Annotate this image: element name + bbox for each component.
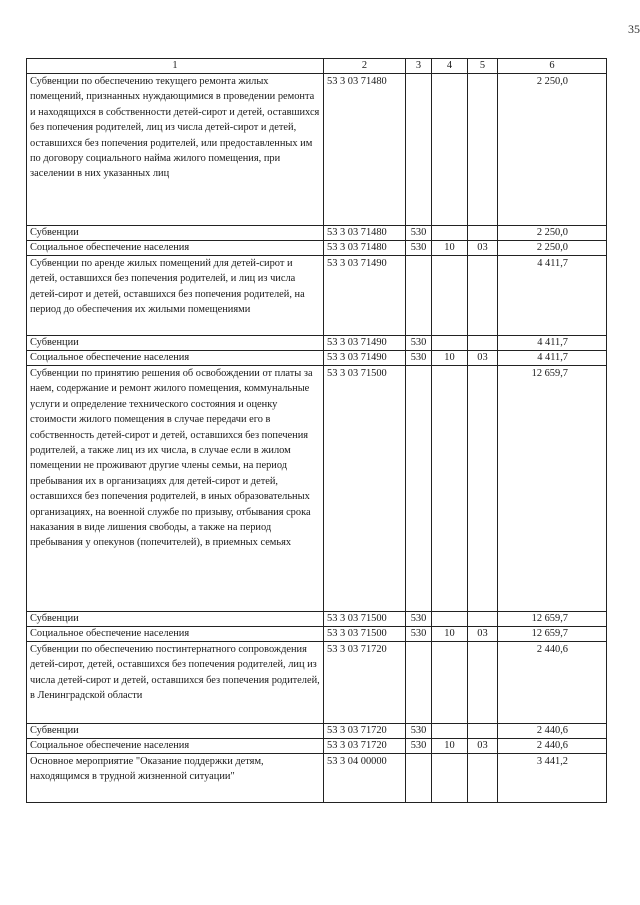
row-c3: 530	[406, 612, 432, 627]
row-name: Социальное обеспечение населения	[27, 627, 324, 642]
row-c3: 530	[406, 351, 432, 366]
page-number: 35	[628, 22, 640, 36]
table-row	[27, 241, 607, 256]
row-name: Основное мероприятие "Оказание поддержки детям, находящимся в трудной жизненной ситуации"	[27, 754, 324, 803]
row-c5: 03	[468, 739, 498, 754]
row-c5: 03	[468, 241, 498, 256]
row-sum: 4 411,7	[498, 351, 607, 366]
row-name: Субвенции по принятию решения об освобождении от платы за наем, содержание и ремонт жилого помещения, коммунальные услуги и определение технического состояния и оценку стоимости жилого помещения в случае передачи его в собственность детей-сирот и детей, оставшихся без попечения родителей, а также лиц из их числа, в случае если в жилом помещении не проживают другие члены семьи, на период пребывания их в организациях для детей-сирот и детей, оставшихся без попечения родителей, в иных образовательных организациях, на военной службе по призыву, отбывания срока наказания в виде лишения свободы, а также на период пребывания у опекунов (попечителей), в приемных семьях	[27, 366, 324, 612]
row-sum: 2 250,0	[498, 241, 607, 256]
row-c5	[468, 336, 498, 351]
row-sum: 2 440,6	[498, 739, 607, 754]
row-code: 53 3 03 71720	[324, 642, 406, 724]
table-row	[27, 739, 607, 754]
row-c4	[432, 612, 468, 627]
row-c5: 03	[468, 627, 498, 642]
row-c4	[432, 336, 468, 351]
row-code: 53 3 03 71500	[324, 366, 406, 612]
row-sum: 3 441,2	[498, 754, 607, 803]
row-c3: 530	[406, 336, 432, 351]
row-c5: 03	[468, 351, 498, 366]
row-c4	[432, 74, 468, 226]
table-row	[27, 226, 607, 241]
row-name: Социальное обеспечение населения	[27, 351, 324, 366]
row-c5	[468, 612, 498, 627]
header-cell: 4	[432, 59, 468, 74]
row-name: Субвенции	[27, 226, 324, 241]
header-cell: 1	[27, 59, 324, 74]
row-c5	[468, 366, 498, 612]
row-code: 53 3 03 71500	[324, 627, 406, 642]
table-row	[27, 724, 607, 739]
row-c3: 530	[406, 627, 432, 642]
row-name: Субвенции по обеспечению постинтернатного сопровождения детей-сирот, детей, оставшихся без попечения родителей, лиц из числа детей-сирот и детей, оставшихся без попечения родителей, в Ленинградской области	[27, 642, 324, 724]
row-c5	[468, 724, 498, 739]
row-sum: 2 440,6	[498, 724, 607, 739]
table-row	[27, 627, 607, 642]
row-c4: 10	[432, 351, 468, 366]
row-c4	[432, 724, 468, 739]
row-c4: 10	[432, 241, 468, 256]
row-c4: 10	[432, 627, 468, 642]
row-c5	[468, 226, 498, 241]
row-code: 53 3 03 71490	[324, 336, 406, 351]
table-row	[27, 754, 607, 803]
row-code: 53 3 03 71480	[324, 241, 406, 256]
row-c5	[468, 74, 498, 226]
table-row	[27, 336, 607, 351]
row-sum: 2 440,6	[498, 642, 607, 724]
row-c5	[468, 256, 498, 336]
row-sum: 4 411,7	[498, 256, 607, 336]
row-c3: 530	[406, 724, 432, 739]
table-row	[27, 256, 607, 336]
row-c3	[406, 256, 432, 336]
row-code: 53 3 03 71720	[324, 724, 406, 739]
row-c5	[468, 754, 498, 803]
row-sum: 12 659,7	[498, 627, 607, 642]
table-row	[27, 642, 607, 724]
row-name: Социальное обеспечение населения	[27, 241, 324, 256]
row-name: Субвенции	[27, 336, 324, 351]
header-cell: 2	[324, 59, 406, 74]
row-c4: 10	[432, 739, 468, 754]
table-row	[27, 74, 607, 226]
row-name: Социальное обеспечение населения	[27, 739, 324, 754]
row-name: Субвенции	[27, 724, 324, 739]
table-row	[27, 351, 607, 366]
row-sum: 12 659,7	[498, 366, 607, 612]
row-c3	[406, 642, 432, 724]
row-code: 53 3 03 71480	[324, 226, 406, 241]
table-row	[27, 366, 607, 612]
row-c4	[432, 256, 468, 336]
row-code: 53 3 03 71490	[324, 256, 406, 336]
table-header-row	[27, 59, 607, 74]
row-c4	[432, 642, 468, 724]
row-sum: 2 250,0	[498, 226, 607, 241]
row-name: Субвенции по обеспечению текущего ремонта жилых помещений, признанных нуждающимися в проведении ремонта и находящихся в собственности детей-сирот и детей, оставшихся без попечения родителей, лиц из числа детей-сирот и детей, оставшихся без попечения родителей, или предоставленных им по договору социального найма жилого помещения, при заселении в них указанных лиц	[27, 74, 324, 226]
row-c4	[432, 226, 468, 241]
header-cell: 5	[468, 59, 498, 74]
row-c3	[406, 366, 432, 612]
row-c3	[406, 754, 432, 803]
row-sum: 2 250,0	[498, 74, 607, 226]
row-c3: 530	[406, 226, 432, 241]
row-c4	[432, 754, 468, 803]
row-c4	[432, 366, 468, 612]
row-code: 53 3 03 71490	[324, 351, 406, 366]
row-code: 53 3 03 71500	[324, 612, 406, 627]
row-c5	[468, 642, 498, 724]
row-c3	[406, 74, 432, 226]
row-sum: 12 659,7	[498, 612, 607, 627]
header-cell: 3	[406, 59, 432, 74]
row-name: Субвенции	[27, 612, 324, 627]
row-code: 53 3 03 71720	[324, 739, 406, 754]
row-name: Субвенции по аренде жилых помещений для детей-сирот и детей, оставшихся без попечения родителей, и лиц из числа детей-сирот и детей, оставшихся без попечения родителей, на период до обеспечения их жилыми помещениями	[27, 256, 324, 336]
row-code: 53 3 04 00000	[324, 754, 406, 803]
row-sum: 4 411,7	[498, 336, 607, 351]
row-c3: 530	[406, 241, 432, 256]
table-row	[27, 612, 607, 627]
row-c3: 530	[406, 739, 432, 754]
budget-table	[26, 58, 607, 803]
row-code: 53 3 03 71480	[324, 74, 406, 226]
header-cell: 6	[498, 59, 607, 74]
